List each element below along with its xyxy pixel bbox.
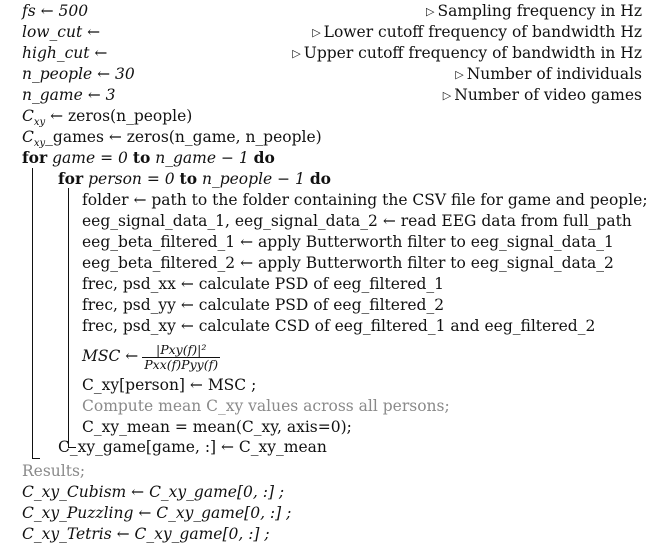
tetris-stmt: C_xy_Tetris ← C_xy_game[0, :] ;: [22, 525, 270, 543]
for-keyword: for: [58, 169, 84, 188]
high-cut-code: high_cut ←: [22, 44, 108, 62]
line-folder: [82, 189, 648, 211]
cxy-games-var: C: [22, 128, 34, 146]
line-fs: [22, 0, 642, 22]
game-assign-stmt: C_xy_game[game, :] ← C_xy_mean: [58, 438, 327, 456]
line-cxy: [22, 105, 642, 127]
comment-marker-icon: ▷: [455, 68, 464, 81]
to-keyword: to: [132, 148, 151, 167]
n-game-comment-text: Number of video games: [454, 86, 642, 104]
do-keyword: do: [253, 148, 275, 167]
line-for-game: [22, 147, 275, 169]
mean-stmt: C_xy_mean = mean(C_xy, axis=0);: [82, 418, 352, 436]
line-beta1: [82, 231, 614, 253]
line-puzzling: [22, 502, 291, 524]
line-n-people: [22, 63, 642, 85]
msc-fraction: [142, 343, 220, 372]
line-for-person: [58, 168, 331, 190]
comment-marker-icon: ▷: [312, 26, 321, 39]
results-label: Results;: [22, 462, 86, 480]
low-cut-code: low_cut ←: [22, 23, 101, 41]
line-cubism: [22, 481, 284, 503]
cxy-var: C: [22, 107, 34, 125]
outer-loop-bracket-foot: [32, 458, 40, 459]
line-cxy-games: [22, 126, 642, 148]
line-results: [22, 460, 85, 482]
line-tetris: [22, 523, 270, 545]
fs-code: fs ← 500: [22, 2, 89, 20]
line-high-cut: [22, 42, 642, 64]
psdyy-stmt: frec, psd_yy ← calculate PSD of eeg_filtered_2: [82, 296, 445, 314]
line-low-cut: [22, 21, 642, 43]
for-game-end: n_game − 1: [155, 149, 249, 167]
comment-marker-icon: ▷: [426, 5, 435, 18]
high-cut-comment-text: Upper cutoff frequency of bandwidth in Hz: [303, 44, 642, 62]
cxy-games-rest: _games ← zeros(n_game, n_people): [45, 128, 322, 146]
cubism-stmt: C_xy_Cubism ← C_xy_game[0, :] ;: [22, 483, 285, 501]
psdxx-stmt: frec, psd_xx ← calculate PSD of eeg_filtered_1: [82, 275, 445, 293]
comment-marker-icon: ▷: [292, 47, 301, 60]
cxy-sub: xy: [33, 117, 46, 129]
line-beta2: [82, 252, 614, 274]
line-cxy-person: [82, 374, 256, 396]
for-person-expr: person = 0: [88, 170, 175, 188]
cxy-games-sub: xy: [33, 138, 46, 150]
beta1-stmt: eeg_beta_filtered_1 ← apply Butterworth filter to eeg_signal_data_1: [82, 233, 614, 251]
cxy-person-stmt: C_xy[person] ← MSC ;: [82, 376, 257, 394]
line-msc: [82, 340, 220, 372]
line-psdxx: [82, 273, 444, 295]
msc-denominator: Pxx(f)Pyy(f): [144, 356, 219, 372]
comment-marker-icon: ▷: [442, 89, 452, 102]
line-mean-comment: [82, 395, 450, 417]
inner-loop-bracket: [68, 188, 69, 447]
n-game-code: n_game ← 3: [22, 86, 116, 104]
msc-numerator: |Pxy(f)|²: [142, 343, 220, 358]
fs-comment-text: Sampling frequency in Hz: [437, 2, 642, 20]
beta2-stmt: eeg_beta_filtered_2 ← apply Butterworth filter to eeg_signal_data_2: [82, 254, 614, 272]
line-game-assign: [58, 436, 327, 458]
line-psdxy: [82, 315, 595, 337]
outer-loop-bracket: [32, 168, 33, 458]
puzzling-stmt: C_xy_Puzzling ← C_xy_game[0, :] ;: [22, 504, 292, 522]
mean-comment-text: Compute mean C_xy values across all persons;: [82, 397, 450, 415]
read-stmt: eeg_signal_data_1, eeg_signal_data_2 ← read EEG data from full_path: [82, 212, 632, 230]
line-read: [82, 210, 632, 232]
psdxy-stmt: frec, psd_xy ← calculate CSD of eeg_filtered_1 and eeg_filtered_2: [82, 317, 596, 335]
to-keyword: to: [179, 169, 198, 188]
low-cut-comment-text: Lower cutoff frequency of bandwidth Hz: [323, 23, 642, 41]
line-psdyy: [82, 294, 444, 316]
do-keyword: do: [309, 169, 332, 188]
line-n-game: [22, 84, 642, 106]
n-people-code: n_people ← 30: [22, 65, 135, 83]
msc-lhs: MSC ←: [82, 347, 139, 365]
for-keyword: for: [22, 148, 48, 167]
for-person-end: n_people − 1: [201, 170, 305, 188]
line-mean: [82, 416, 352, 438]
cxy-rest: ← zeros(n_people): [45, 107, 193, 125]
for-game-expr: game = 0: [52, 149, 128, 167]
n-people-comment-text: Number of individuals: [466, 65, 642, 83]
folder-stmt: folder ← path to the folder containing the CSV file for game and people;: [82, 191, 648, 209]
